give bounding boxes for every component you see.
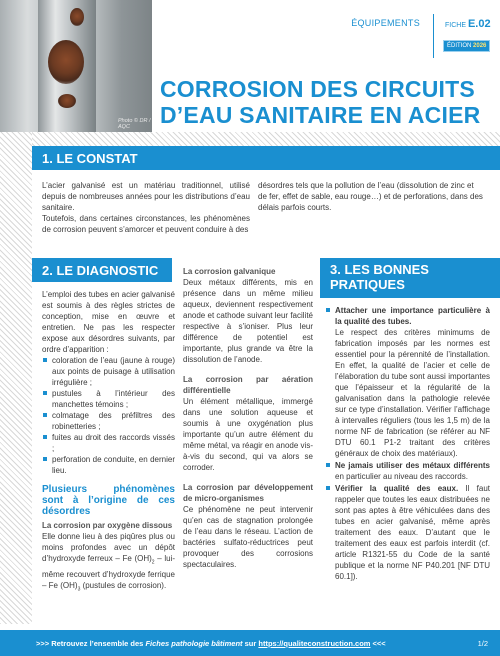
symptom-item: colmatage des préfiltres des robinetteries ; (42, 410, 175, 432)
fiche-code: E.02 (467, 18, 491, 30)
title-line-1: CORROSION DES CIRCUITS (160, 76, 475, 102)
rust-spot (70, 8, 84, 26)
footer-series-name: Fiches pathologie bâtiment (145, 639, 243, 648)
hatched-margin (0, 132, 32, 624)
practice-3-text: Il faut rappeler que toutes les eaux distribuées ne sont pas aptes à être véhiculées dans des tubes en acier galvanisé, même après traitement des eaux. D’autant que le traitement des eaux est parfois interdit (cf. article R1321-55 du Code de la santé publique et la norme NF P40.201 [NF DTU 60.1]). (335, 484, 490, 581)
practice-1-title: Attacher une importance particulière à la qualité des tubes. (335, 306, 490, 326)
symptom-item: perforation de conduite, en dernier lieu. (42, 454, 175, 476)
practice-item (325, 483, 490, 582)
header-divider (433, 14, 434, 58)
section-1-heading: 1. LE CONSTAT (42, 151, 138, 166)
section-3-heading-bar (320, 258, 500, 298)
edition-year: 2026 (473, 43, 487, 49)
section-1-col-1 (42, 180, 250, 235)
symptom-list (42, 355, 175, 476)
fiche-number (445, 18, 491, 30)
section-1-heading-bar (32, 146, 500, 170)
aeration-corrosion-title: La corrosion par aération différentielle (183, 375, 313, 395)
rust-spot (48, 40, 84, 84)
constat-paragraph-3: désordres tels que la pollution de l’eau (dissolution de zinc et de fer, effet de sable, eau rouge…) et de perforations, dans des délais parfois courts. (258, 181, 483, 212)
constat-paragraph-1: L’acier galvanisé est un matériau traditionnel, utilisé depuis de nombreuses années pour les distributions d’eau sanitaire. (42, 181, 250, 212)
corrosion-types-column (183, 266, 313, 570)
galvanic-corrosion-text: Deux métaux différents, mis en présence dans un même milieu aqueux, deviennent respectivement anode et cathode suivant leur facilité respective à s’ioniser. Plus leur différence de potentiel est importante, plus grande va être la dissolution de l’anode. (183, 278, 313, 364)
category-label: ÉQUIPEMENTS (351, 18, 420, 28)
page-number: 1/2 (477, 639, 488, 648)
oxygen-corrosion-text: Elle donne lieu à des piqûres plus ou moins profondes avec un dépôt d’hydroxyde ferreux – Fe $(OH)_2$ – lui-même recouvert d’hydroxyde ferrique – Fe $(OH)_3$ (pustules de corrosion). (42, 532, 175, 593)
section-1-col-2 (258, 180, 484, 213)
symptom-item: fuites au droit des raccords vissés ; (42, 432, 175, 454)
practice-1-text: Le respect des critères minimums de fabrication imposés par les normes est essentiel pour la pérennité de l’installation. En effet, la qualité de l’acier et celle de l’élaboration du tube sont aussi importantes que l’épaisseur et la régularité de la galvanisation dans la pathologie relevée sur ce type d’installation. Vérifier l’affichage à intervalles réguliers (tous les 1,5 m) de la norme NF de fabrication (se référer au NF DTU 60.1 P1-2 traitant des critères généraux de choix des matériaux). (335, 328, 490, 458)
diagnostic-intro: L’emploi des tubes en acier galvanisé est soumis à des règles strictes de conception, mise en œuvre et entretien. Ne pas les respecter expose aux désordres suivants, par ordre d’apparition : (42, 290, 175, 354)
practice-2-text: en particulier au niveau des raccords. (335, 472, 468, 481)
symptom-item: coloration de l’eau (jaune à rouge) aux points de puisage à utilisation irrégulière ; (42, 355, 175, 388)
edition-badge (443, 40, 490, 52)
edition-label: ÉDITION (447, 43, 472, 49)
practice-list (325, 305, 490, 582)
corroded-pipe-photo (0, 0, 152, 132)
section-3-heading: 3. LES BONNES PRATIQUES (330, 262, 429, 292)
constat-paragraph-2: Toutefois, dans certaines circonstances, les phénomènes de corrosion peuvent s’amorcer et peuvent conduire à des (42, 214, 250, 234)
practice-item (325, 460, 490, 482)
section-2-heading-bar (32, 258, 172, 282)
practice-item (325, 305, 490, 459)
page-title (160, 76, 480, 128)
fiche-label: FICHE (445, 22, 466, 29)
microorganism-corrosion-text: Ce phénomène ne peut intervenir qu’en cas de stagnation prolongée de l’eau dans le réseau. L’action de bactéries sulfato-réductrices peut provoquer des corrosions spectaculaires. (183, 505, 313, 569)
footer-link[interactable]: https://qualiteconstruction.com (258, 639, 371, 648)
section-2-heading: 2. LE DIAGNOSTIC (42, 263, 159, 278)
page-footer (0, 630, 500, 656)
title-line-2: D’EAU SANITAIRE EN ACIER (160, 102, 481, 128)
aeration-corrosion-text: Un élément métallique, immergé dans une solution aqueuse et soumis à une oxygénation plus importante qu’un autre élément du même métal, va réagir en anode vis-à-vis du second, qui va alors se corroder. (183, 397, 313, 472)
microorganism-corrosion-title: La corrosion par développement de micro-organismes (183, 483, 313, 503)
footer-text: >>> Retrouvez l’ensemble des Fiches pathologie bâtiment sur https://qualiteconstruction.com <<< (36, 639, 386, 648)
phenomena-subheading: Plusieurs phénomènes sont à l’origine de ces désordres (42, 484, 175, 517)
rust-spot (58, 94, 76, 108)
practice-2-title: Ne jamais utiliser des métaux différents (335, 461, 490, 470)
oxygen-corrosion-title: La corrosion par oxygène dissous (42, 521, 173, 530)
symptom-item: pustules à l’intérieur des manchettes témoins ; (42, 388, 175, 410)
photo-credit: Photo © DR / AQC (118, 118, 151, 130)
best-practices-column (325, 305, 490, 582)
diagnostic-column (42, 289, 175, 595)
galvanic-corrosion-title: La corrosion galvanique (183, 267, 276, 276)
practice-3-title: Vérifier la qualité des eaux. (335, 484, 459, 493)
